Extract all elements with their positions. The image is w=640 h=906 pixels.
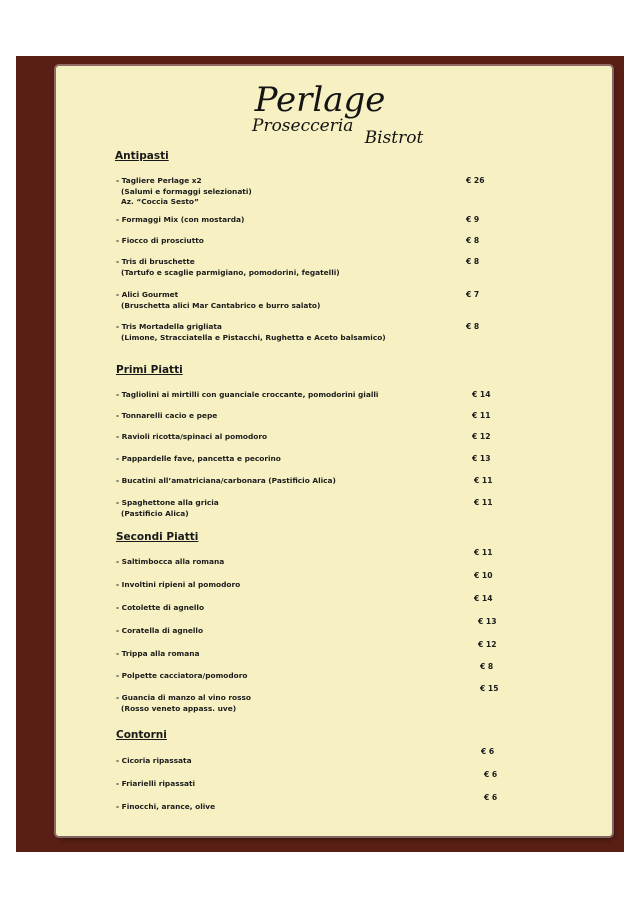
menu-item-price: € 13	[472, 454, 491, 463]
menu-item-name: - Bucatini all’amatriciana/carbonara (Pastificio Alica)	[116, 476, 336, 485]
menu-item-price: € 7	[466, 290, 480, 299]
menu-item	[116, 290, 320, 311]
menu-item	[116, 649, 199, 660]
menu-item-name: - Saltimbocca alla romana	[116, 557, 225, 566]
menu-item-description: (Rosso veneto appass. uve)	[121, 703, 237, 713]
menu-item-name: - Tris di bruschette	[116, 257, 195, 266]
menu-item-name: - Fiocco di prosciutto	[116, 236, 204, 245]
menu-item	[116, 257, 340, 278]
menu-item	[116, 498, 219, 519]
menu-item-price: € 11	[474, 498, 493, 507]
menu-item-name: - Friarielli ripassati	[116, 779, 196, 788]
menu-item-description: (Pastificio Alica)	[121, 508, 189, 518]
menu-item-name: - Trippa alla romana	[116, 649, 200, 658]
section-title-primi: Primi Piatti	[116, 364, 183, 376]
menu-item-description: (Tartufo e scaglie parmigiano, pomodorini, fegatelli)	[121, 267, 340, 277]
menu-item-description: (Salumi e formaggi selezionati)	[121, 186, 252, 196]
menu-item-description: (Bruschetta alici Mar Cantabrico e burro salato)	[121, 300, 321, 310]
menu-item-price: € 26	[466, 176, 485, 185]
menu-item-description: (Limone, Stracciatella e Pistacchi, Rughetta e Aceto balsamico)	[121, 332, 386, 342]
menu-item-price: € 9	[466, 215, 480, 224]
menu-item	[116, 802, 215, 813]
menu-item-price: € 14	[474, 594, 493, 603]
menu-item-price: € 14	[472, 390, 491, 399]
menu-item	[116, 603, 204, 614]
menu-item-price: € 6	[484, 793, 498, 802]
menu-item-price: € 11	[472, 411, 491, 420]
menu-item-name: - Coratella di agnello	[116, 626, 204, 635]
menu-item	[116, 322, 386, 343]
menu-item	[116, 557, 224, 568]
section-title-antipasti: Antipasti	[115, 150, 169, 162]
menu-item	[116, 779, 195, 790]
menu-item-price: € 10	[474, 571, 493, 580]
restaurant-name: Perlage	[254, 80, 386, 120]
menu-item-name: - Cotolette di agnello	[116, 603, 205, 612]
menu-item	[116, 390, 378, 401]
menu-item	[116, 671, 247, 682]
menu-item-name: - Spaghettone alla gricia	[116, 498, 219, 507]
menu-item-name: - Involtini ripieni al pomodoro	[116, 580, 241, 589]
menu-item-price: € 12	[478, 640, 497, 649]
menu-item-price: € 8	[480, 662, 494, 671]
menu-item-name: - Alici Gourmet	[116, 290, 179, 299]
menu-item	[116, 454, 281, 465]
menu-item	[116, 411, 217, 422]
menu-item	[116, 432, 267, 443]
menu-item-name: - Tagliolini ai mirtilli con guanciale croccante, pomodorini gialli	[116, 390, 379, 399]
menu-item-name: - Ravioli ricotta/spinaci al pomodoro	[116, 432, 268, 441]
menu-item-price: € 13	[478, 617, 497, 626]
menu-item-name: - Tonnarelli cacio e pepe	[116, 411, 218, 420]
section-title-contorni: Contorni	[116, 729, 167, 741]
menu-item-price: € 15	[480, 684, 499, 693]
menu-item-price: € 8	[466, 322, 480, 331]
menu-item-price: € 6	[481, 747, 495, 756]
menu-item	[116, 626, 203, 637]
menu-item-price: € 12	[472, 432, 491, 441]
menu-item-name: - Polpette cacciatora/pomodoro	[116, 671, 248, 680]
section-title-secondi: Secondi Piatti	[116, 531, 199, 543]
menu-item-name: - Pappardelle fave, pancetta e pecorino	[116, 454, 281, 463]
menu-item	[116, 236, 204, 247]
menu-item-name: - Finocchi, arance, olive	[116, 802, 216, 811]
menu-item-price: € 8	[466, 257, 480, 266]
menu-item-name: - Tagliere Perlage x2	[116, 176, 202, 185]
menu-item-name: - Tris Mortadella grigliata	[116, 322, 222, 331]
restaurant-subtitle-bistrot: Bistrot	[364, 128, 424, 148]
menu-item-price: € 11	[474, 476, 493, 485]
menu-sheet	[56, 66, 612, 836]
menu-item	[116, 693, 251, 714]
restaurant-subtitle-prosecceria: Prosecceria	[252, 116, 354, 136]
menu-item-price: € 8	[466, 236, 480, 245]
menu-item	[116, 476, 336, 487]
menu-item-price: € 11	[474, 548, 493, 557]
menu-item-name: - Cicoria ripassata	[116, 756, 192, 765]
menu-item-price: € 6	[484, 770, 498, 779]
menu-item	[116, 580, 240, 591]
menu-item-description: Az. “Coccia Sesto”	[121, 197, 199, 206]
menu-item-name: - Formaggi Mix (con mostarda)	[116, 215, 245, 224]
menu-item	[116, 756, 192, 767]
menu-item	[116, 176, 252, 208]
menu-item	[116, 215, 244, 226]
menu-item-name: - Guancia di manzo al vino rosso	[116, 693, 251, 702]
